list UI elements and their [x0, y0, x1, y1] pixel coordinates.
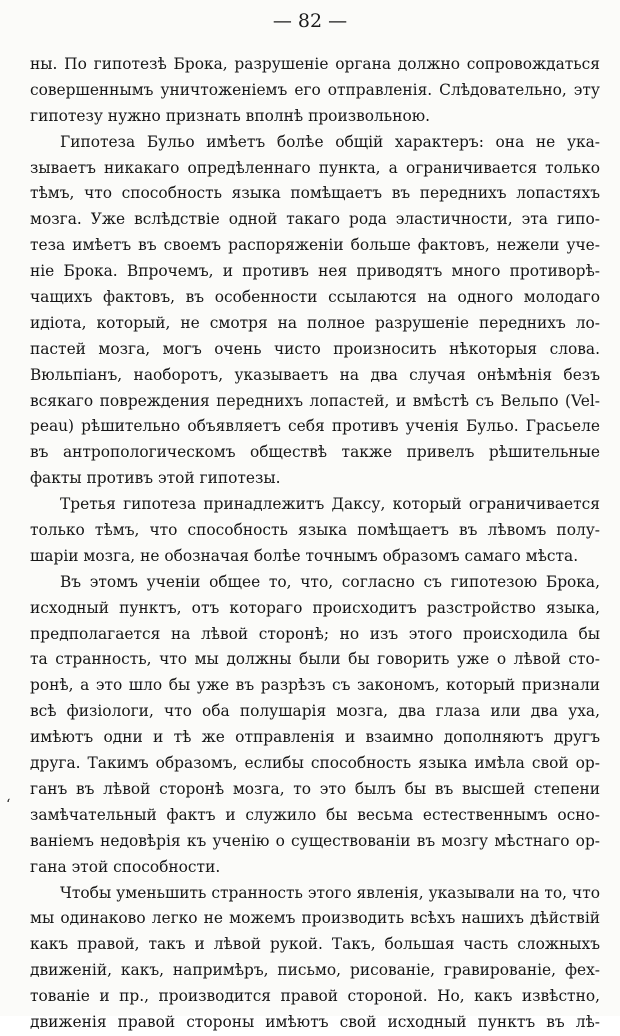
text-line: peau) рѣшительно объявляетъ себя противъ ученія Бульо. Грасьеле — [30, 417, 600, 436]
text-line: шаріи мозга, не обозначая болѣе точнымъ образомъ самаго мѣста. — [30, 546, 579, 565]
text-line: ганъ въ лѣвой сторонѣ мозга, то это былъ бы въ высшей степени — [30, 779, 600, 798]
text-line: только тѣмъ, что способность языка помѣщаетъ въ лѣвомъ полу- — [30, 521, 600, 540]
text-line: совершеннымъ уничтоженіемъ его отправленія. Слѣдовательно, эту — [30, 80, 600, 99]
text-line: тѣмъ, что способность языка помѣщаетъ въ переднихъ лопастяхъ — [30, 184, 600, 203]
text-line: Гипотеза Бульо имѣетъ болѣе общій характеръ: она не ука- — [60, 132, 600, 151]
text-line: въ антропологическомъ обществѣ также привелъ рѣшительные — [30, 443, 600, 462]
text-line: движенія правой стороны имѣютъ свой исходный пунктъ въ лѣ- — [30, 1012, 600, 1031]
text-line: зываетъ никакаго опредѣленнаго пункта, а ограничивается только — [30, 158, 600, 177]
text-line: друга. Такимъ образомъ, еслибы способность языка имѣла свой ор- — [30, 754, 600, 773]
text-line: движеній, какъ, напримѣръ, письмо, рисованіе, гравированіе, фех- — [30, 961, 600, 980]
text-line: пастей мозга, могъ очень чисто произносить нѣкоторыя слова. — [30, 339, 600, 358]
text-line: гана этой способности. — [30, 857, 221, 876]
text-line: предполагается на лѣвой сторонѣ; но изъ этого происходила бы — [30, 624, 600, 643]
text-line: Вюльпіанъ, наоборотъ, указываетъ на два случая онѣмѣнія безъ — [30, 365, 600, 384]
text-line: какъ правой, такъ и лѣвой рукой. Такъ, большая часть сложныхъ — [30, 935, 600, 954]
text-line: факты противъ этой гипотезы. — [30, 469, 281, 488]
text-line: тованіе и пр., производится правой стороной. Но, какъ извѣстно, — [30, 987, 600, 1006]
text-line: замѣчательный фактъ и служило бы весьма естественнымъ осно- — [30, 805, 600, 824]
text-line: ніе Брока. Впрочемъ, и противъ нея приводятъ много противорѣ- — [30, 262, 600, 281]
text-line: имѣютъ одни и тѣ же отправленія и взаимно дополняютъ другъ — [30, 728, 600, 747]
page-number: — 82 — — [272, 10, 348, 32]
text-line: чащихъ фактовъ, въ особенности ссылаются на одного молодаго — [30, 288, 600, 307]
text-line: Въ этомъ ученіи общее то, что, согласно съ гипотезою Брока, — [60, 572, 600, 591]
text-line: мы одинаково легко не можемъ производить всѣхъ нашихъ дѣйствій — [30, 909, 600, 928]
text-line: всѣ физіологи, что оба полушарія мозга, два глаза или два уха, — [30, 702, 600, 721]
text-line: ны. По гипотезѣ Брока, разрушеніе органа должно сопровождаться — [30, 55, 600, 73]
text-line: Чтобы уменьшить странность этого явленія, указывали на то, что — [60, 883, 600, 902]
text-line: Третья гипотеза принадлежитъ Даксу, который ограничивается — [60, 495, 600, 514]
text-line: гипотезу нужно признать вполнѣ произвольною. — [30, 106, 431, 125]
body-text — [30, 52, 600, 1036]
text-line: всякаго повреждения переднихъ лопастей, и вмѣстѣ съ Вельпо (Vel- — [30, 391, 600, 410]
text-line: идіота, который, не смотря на полное разрушеніе переднихъ ло- — [30, 313, 600, 332]
text-line: та странность, что мы должны были бы говорить уже о лѣвой сто- — [30, 650, 600, 669]
margin-mark: ʻ — [6, 797, 11, 813]
text-line: теза имѣетъ въ своемъ распоряженіи больше фактовъ, нежели уче- — [30, 236, 600, 255]
text-line: ваніемъ недовѣрія къ ученію о существованіи въ мозгу мѣстнаго ор- — [30, 831, 600, 850]
text-line: мозга. Уже вслѣдствіе одной такаго рода эластичности, эта гипо- — [30, 210, 600, 229]
text-line: исходный пунктъ, отъ котораго происходитъ разстройство языка, — [30, 598, 600, 617]
text-line: ронѣ, а это шло бы уже въ разрѣзъ съ закономъ, который признали — [30, 676, 600, 695]
